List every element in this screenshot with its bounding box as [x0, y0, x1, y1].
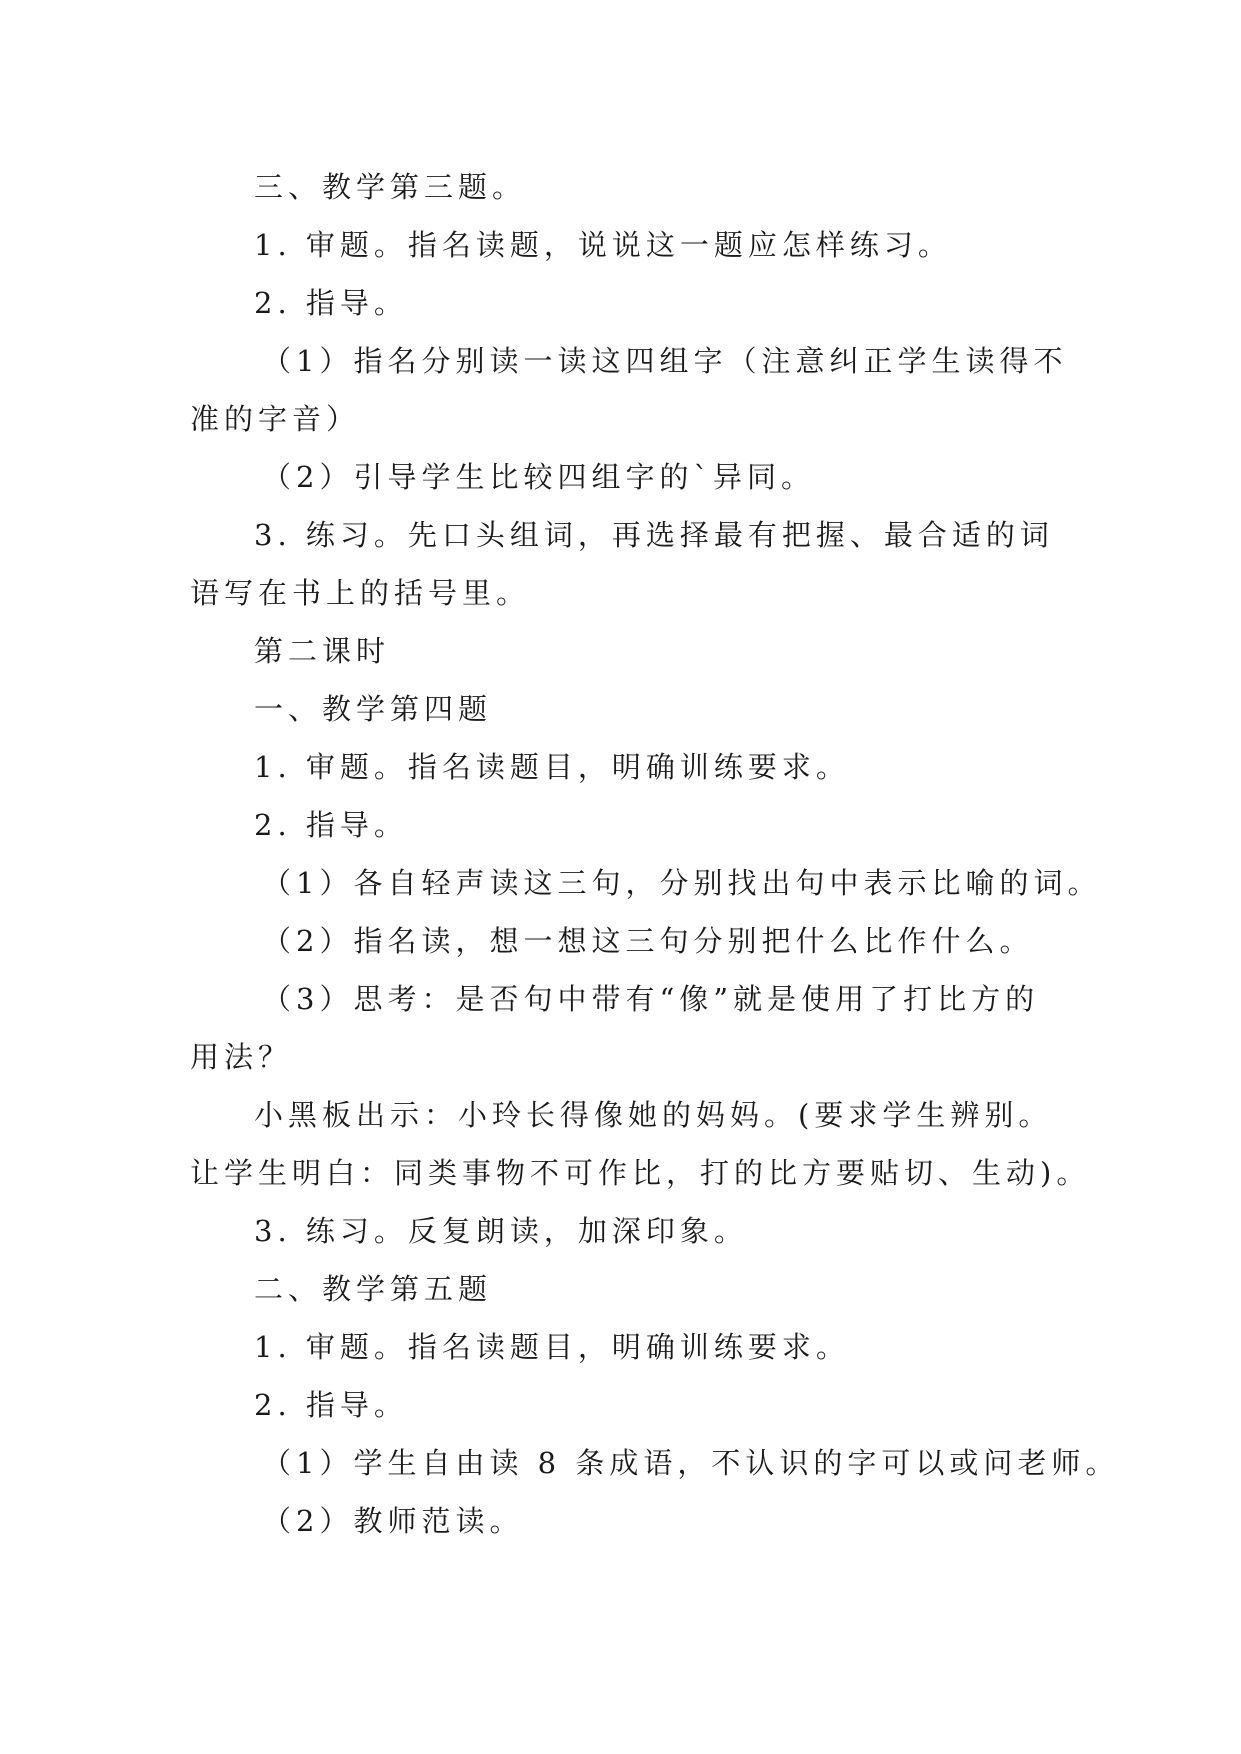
paragraph: （1）指名分别读一读这四组字（注意纠正学生读得不	[262, 344, 1068, 378]
paragraph-continuation: 用法？	[190, 1040, 293, 1074]
paragraph: （2）引导学生比较四组字的`异同。	[262, 460, 815, 494]
paragraph: 2. 指导。	[254, 286, 408, 320]
lesson-heading: 第二课时	[254, 634, 391, 668]
paragraph: （2）教师范读。	[262, 1504, 524, 1538]
paragraph-continuation: 让学生明白：同类事物不可作比，打的比方要贴切、生动)。	[190, 1156, 1091, 1190]
paragraph: 3. 练习。先口头组词，再选择最有把握、最合适的词	[254, 518, 1054, 552]
section-heading-4: 一、教学第四题	[254, 692, 493, 726]
paragraph: （3）思考：是否句中带有“像”就是使用了打比方的	[262, 982, 1040, 1016]
paragraph: 3. 练习。反复朗读，加深印象。	[254, 1214, 748, 1248]
paragraph: 小黑板出示：小玲长得像她的妈妈。(要求学生辨别。	[254, 1098, 1053, 1132]
paragraph: （1）各自轻声读这三句，分别找出句中表示比喻的词。	[262, 866, 1102, 900]
paragraph-continuation: 准的字音）	[190, 402, 361, 436]
paragraph-continuation: 语写在书上的括号里。	[190, 576, 531, 610]
section-heading-5: 二、教学第五题	[254, 1272, 493, 1306]
paragraph: 1. 审题。指名读题目，明确训练要求。	[254, 1330, 850, 1364]
paragraph: 2. 指导。	[254, 1388, 408, 1422]
paragraph: 2. 指导。	[254, 808, 408, 842]
section-heading-3: 三、教学第三题。	[254, 170, 527, 204]
paragraph: 1. 审题。指名读题目，明确训练要求。	[254, 750, 850, 784]
document-body	[190, 158, 1120, 1550]
paragraph: （2）指名读，想一想这三句分别把什么比作什么。	[262, 924, 1034, 958]
paragraph: 1. 审题。指名读题，说说这一题应怎样练习。	[254, 228, 952, 262]
paragraph: （1）学生自由读 8 条成语，不认识的字可以或问老师。	[262, 1446, 1120, 1480]
